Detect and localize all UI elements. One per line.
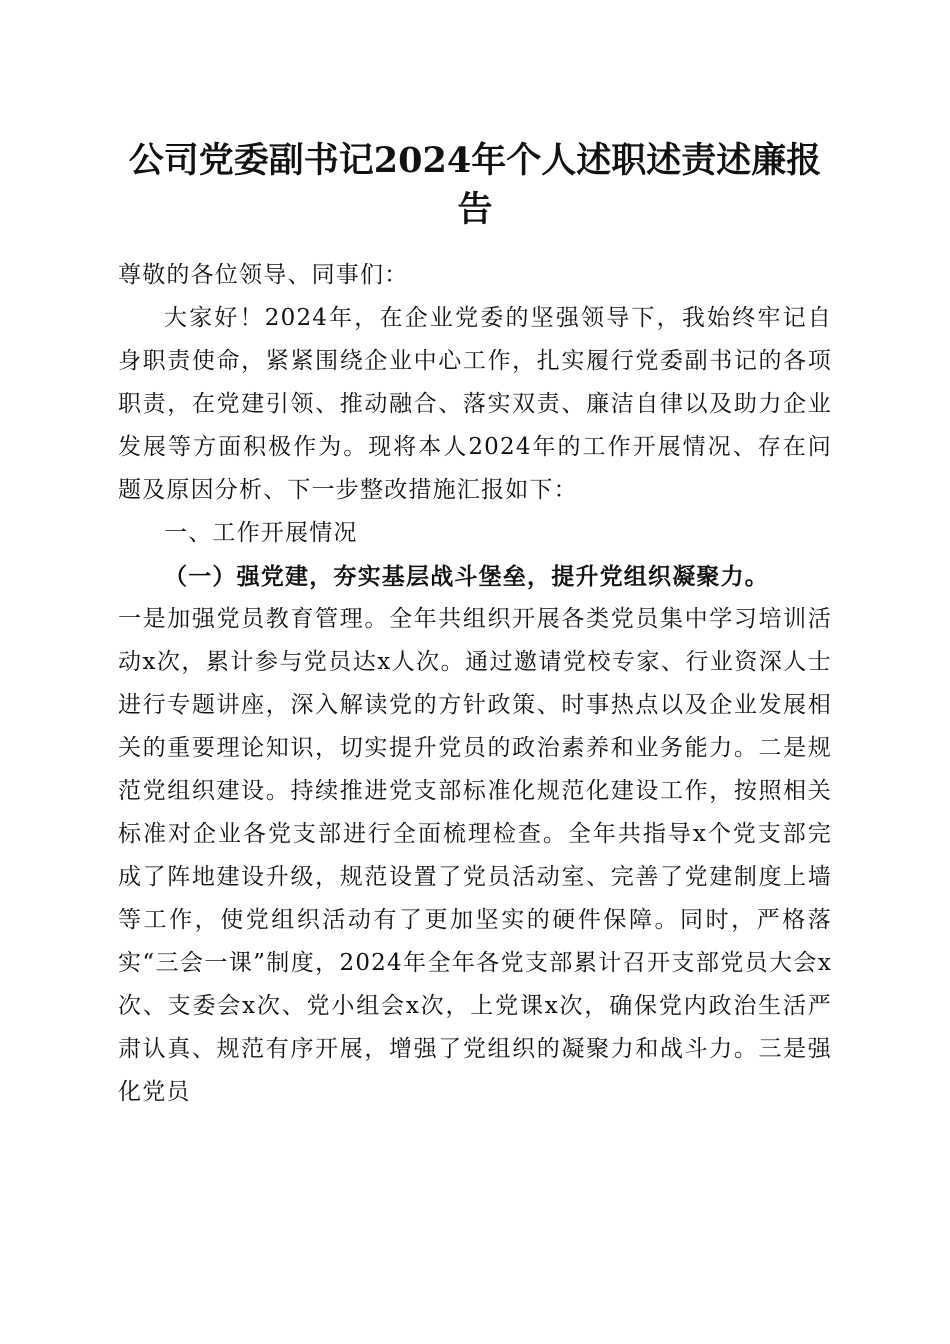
section-heading: 一、工作开展情况	[164, 520, 358, 546]
salutation: 尊敬的各位领导、同事们：	[118, 262, 409, 288]
document-title: 公司党委副书记2024年个人述职述责述廉报告	[128, 140, 822, 230]
subsection-paragraph: 一是加强党员教育管理。全年共组织开展各类党员集中学习培训活动x次，累计参与党员达x人次。通过邀请党校专家、行业资深人士进行专题讲座，深入解读党的方针政策、时事热点以及企业发展相关的重要理论知识，切实提升党员的政治素养和业务能力。二是规范党组织建设。持续推进党支部标准化规范化建设工作，按照相关标准对企业各党支部进行全面梳理检查。全年共指导x个党支部完成了阵地建设升级，规范设置了党员活动室、完善了党建制度上墙等工作，使党组织活动有了更加坚实的硬件保障。同时，严格落实“三会一课”制度，2024年全年各党支部累计召开支部党员大会x次、支委会x次、党小组会x次，上党课x次，确保党内政治生活严肃认真、规范有序开展，增强了党组织的凝聚力和战斗力。三是强化党员	[118, 606, 832, 1105]
document-body	[118, 254, 832, 1114]
subsection-heading: （一）强党建，夯实基层战斗堡垒，提升党组织凝聚力。	[164, 563, 769, 590]
intro-paragraph: 大家好！2024年，在企业党委的坚强领导下，我始终牢记自身职责使命，紧紧围绕企业中心工作，扎实履行党委副书记的各项职责，在党建引领、推动融合、落实双责、廉洁自律以及助力企业发展等方面积极作为。现将本人2024年的工作开展情况、存在问题及原因分析、下一步整改措施汇报如下：	[118, 305, 832, 503]
